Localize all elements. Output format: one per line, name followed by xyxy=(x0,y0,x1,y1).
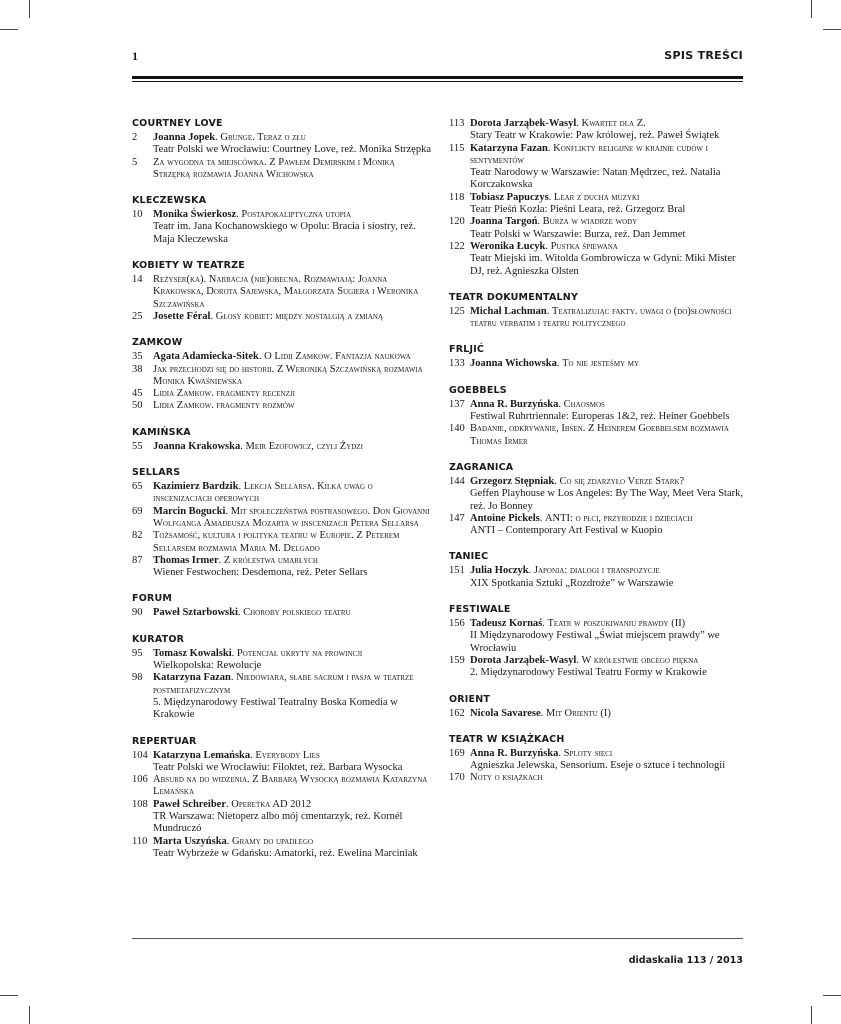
entry-title: Konflikty religijne w krainie cudów i sentymentów xyxy=(470,142,708,166)
entry-heading xyxy=(153,400,432,412)
entry-page-number: 122 xyxy=(449,240,465,252)
entry-page-number: 10 xyxy=(132,209,143,221)
entry-text xyxy=(153,481,432,506)
entry-detail: XIX Spotkania Sztuki „Rozdroże” w Warszawie xyxy=(470,577,674,589)
section-title: ZAMKOW xyxy=(132,337,183,349)
toc-entry xyxy=(132,132,432,157)
entry-author: Dorota Jarząbek-Wasyl xyxy=(470,654,577,666)
entry-author: Grzegorz Stępniak xyxy=(470,475,555,487)
toc-section xyxy=(449,118,745,278)
toc-entry xyxy=(132,157,432,182)
entry-heading: Marcin Bogucki. Mit społeczeństwa postrasowego. Don Giovanni Wolfganga Amadeusza Mozarta w inscenizacji Petera Sellarsa xyxy=(153,505,430,529)
entry-author: Antoine Pickels xyxy=(470,512,540,524)
entry-page-number: 98 xyxy=(132,672,143,684)
entry-title: Tożsamość, kultura i polityka teatru w Europie. Z Peterem Sellarsem rozmawia Maria M. Delgado xyxy=(153,530,400,554)
entry-detail: Teatr im. Jana Kochanowskiego w Opolu: Bracia i siostry, reż. Maja Kleczewska xyxy=(153,221,416,245)
entry-title: Reżyser(ka). Narracja (nie)obecna. Rozmawiają: Joanna Krakowska, Dorota Sajewska, Małgorzata Sugiera i Weronika Szczawińska xyxy=(153,274,419,310)
entry-page-number: 35 xyxy=(132,351,143,363)
entry-heading xyxy=(153,530,432,555)
toc-entry xyxy=(449,241,745,278)
entry-author: Marta Uszyńska xyxy=(153,835,227,847)
entry-heading: Katarzyna Fazan. Niedowiara, słabe sacrum i pasja w teatrze postmetafizycznym xyxy=(153,672,414,696)
toc-entry xyxy=(449,476,745,513)
toc-entry xyxy=(449,399,745,424)
entry-detail: II Międzynarodowy Festiwal „Świat miejscem prawdy” we Wrocławiu xyxy=(470,630,720,654)
toc-left-column xyxy=(132,118,432,874)
entry-text xyxy=(153,351,432,363)
toc-entry xyxy=(449,708,745,720)
entry-text xyxy=(470,143,745,192)
toc-entry xyxy=(132,441,432,453)
section-title: KAMIŃSKA xyxy=(132,426,191,438)
entry-page-number: 38 xyxy=(132,363,143,375)
entry-detail: Teatr Pieśń Kozła: Pieśni Leara, reż. Grzegorz Bral xyxy=(470,204,686,216)
entry-page-number: 25 xyxy=(132,310,143,322)
toc-entry xyxy=(449,216,745,241)
entry-heading xyxy=(153,274,432,311)
toc-entry xyxy=(132,799,432,836)
entry-detail: Teatr Polski w Warszawie: Burza, reż. Dan Jemmet xyxy=(470,228,686,240)
entry-author: Paweł Sztarbowski xyxy=(153,607,238,619)
entry-title: Lekcja Sellarsa. Kilka uwag o inscenizacjach operowych xyxy=(153,481,373,505)
toc-section xyxy=(449,604,745,679)
entry-author: Joanna Wichowska xyxy=(470,358,557,370)
footer-rule xyxy=(132,938,743,939)
toc-entry xyxy=(132,607,432,619)
toc-entry xyxy=(132,364,432,389)
section-title: TANIEC xyxy=(449,551,489,563)
entry-text xyxy=(153,441,432,453)
section-title: FRLJIĆ xyxy=(449,344,485,356)
toc-entry xyxy=(132,750,432,775)
entry-text xyxy=(153,388,432,400)
entry-title: Noty o książkach xyxy=(470,772,543,784)
entry-author: Agata Adamiecka-Sitek xyxy=(153,351,259,363)
entry-author: Tobiasz Papuczys xyxy=(470,191,549,203)
entry-detail: TR Warszawa: Nietoperz albo mój cmentarzyk, reż. Kornél Mundruczó xyxy=(153,810,403,835)
toc-entry xyxy=(449,423,745,448)
toc-section xyxy=(132,467,432,579)
entry-heading: Katarzyna Fazan. Konflikty religijne w krainie cudów i sentymentów xyxy=(470,142,708,166)
toc-entry xyxy=(132,672,432,721)
toc-entry xyxy=(132,311,432,323)
entry-text xyxy=(470,748,745,773)
entry-page-number: 133 xyxy=(449,358,465,370)
entry-page-number: 90 xyxy=(132,607,143,619)
section-title: SELLARS xyxy=(132,467,181,479)
entry-text xyxy=(470,772,745,784)
entry-author: Paweł Schreiber xyxy=(153,798,226,810)
entry-detail: Wielkopolska: Rewolucje xyxy=(153,660,262,672)
entry-page-number: 162 xyxy=(449,707,465,719)
entry-author: Tomasz Kowalski xyxy=(153,647,232,659)
entry-heading: Joanna Targoń. Burza w wiadrze wody xyxy=(470,216,638,228)
entry-heading: Tadeusz Kornaś. Teatr w poszukiwaniu prawdy (II) xyxy=(470,618,686,630)
toc-entry xyxy=(449,513,745,538)
toc-entry xyxy=(449,118,745,143)
entry-text xyxy=(153,648,432,673)
entry-heading: Julia Hoczyk. Japonia: dialogi i transpozycje xyxy=(470,565,660,577)
entry-title: Pustka śpiewana xyxy=(550,240,618,252)
entry-author: Joanna Targoń xyxy=(470,216,538,228)
header-rule-thick xyxy=(132,76,743,79)
toc-section xyxy=(449,292,745,331)
entry-title: Co się zdarzyło Verze Stark? xyxy=(559,475,685,487)
footer-text: didaskalia 113 / 2013 xyxy=(628,955,743,966)
entry-text xyxy=(470,399,745,424)
entry-text xyxy=(470,118,745,143)
entry-heading xyxy=(470,772,745,784)
crop-mark xyxy=(823,29,841,30)
toc-entry xyxy=(449,565,745,590)
entry-heading: Joanna Jopek. Grunge. Teraz o złu xyxy=(153,132,306,143)
entry-title: Kwartet dla Z. xyxy=(581,118,646,129)
entry-text xyxy=(153,157,432,182)
section-title: ORIENT xyxy=(449,693,491,705)
entry-page-number: 120 xyxy=(449,216,465,228)
entry-text xyxy=(153,364,432,389)
entry-page-number: 113 xyxy=(449,118,465,129)
section-title: GOEBBELS xyxy=(449,384,507,396)
entry-detail: Stary Teatr w Krakowie: Paw królowej, reż. Paweł Świątek xyxy=(470,130,720,142)
entry-heading xyxy=(153,157,432,182)
toc-section xyxy=(449,734,745,785)
toc-section xyxy=(132,195,432,246)
entry-title: W królestwie obcego piękna xyxy=(581,654,699,666)
entry-page-number: 65 xyxy=(132,481,143,493)
entry-text xyxy=(153,799,432,836)
entry-text xyxy=(470,618,745,655)
entry-page-number: 50 xyxy=(132,400,143,412)
section-title: ZAGRANICA xyxy=(449,461,514,473)
entry-title: Grunge. Teraz o złu xyxy=(220,132,306,143)
toc-entry xyxy=(449,618,745,655)
entry-text xyxy=(153,836,432,861)
entry-page-number: 95 xyxy=(132,647,143,659)
toc-entry xyxy=(132,555,432,580)
toc-entry xyxy=(132,351,432,363)
entry-author: Thomas Irmer xyxy=(153,554,219,566)
entry-detail: Festiwal Ruhrtriennale: Europeras 1&2, reż. Heiner Goebbels xyxy=(470,411,730,423)
crop-mark xyxy=(811,1006,812,1024)
entry-text xyxy=(470,241,745,278)
entry-text xyxy=(153,530,432,555)
toc-section xyxy=(132,634,432,722)
entry-title: Everybody Lies xyxy=(255,749,320,761)
entry-page-number: 69 xyxy=(132,505,143,517)
entry-text xyxy=(153,555,432,580)
entry-author: Anna R. Burzyńska xyxy=(470,398,559,410)
entry-page-number: 151 xyxy=(449,565,465,577)
entry-page-number: 104 xyxy=(132,749,148,761)
entry-heading: Dorota Jarząbek-Wasyl. Kwartet dla Z. xyxy=(470,118,646,129)
entry-heading: Monika Świerkosz. Postapokaliptyczna utopia xyxy=(153,209,352,221)
toc-section xyxy=(132,260,432,323)
entry-author: Weronika Łucyk xyxy=(470,240,546,252)
entry-page-number: 144 xyxy=(449,475,465,487)
entry-title: Meir Ezofowicz, czyli Żydzi xyxy=(245,440,363,452)
toc-entry xyxy=(132,530,432,555)
entry-heading: Paweł Sztarbowski. Choroby polskiego teatru xyxy=(153,607,351,619)
entry-heading: Marta Uszyńska. Gramy do upadłego xyxy=(153,835,314,847)
entry-heading: Agata Adamiecka-Sitek. O Lidii Zamkow. Fantazja naukowa xyxy=(153,351,411,363)
toc-entry xyxy=(449,655,745,680)
section-title: FORUM xyxy=(132,593,173,605)
entry-author: Katarzyna Fazan xyxy=(153,672,231,684)
page-title: SPIS TREŚCI xyxy=(664,49,743,62)
entry-title: Niedowiara, słabe sacrum i pasja w teatrze postmetafizycznym xyxy=(153,672,414,696)
entry-page-number: 115 xyxy=(449,142,465,154)
entry-detail: Wiener Festwochen: Desdemona, reż. Peter Sellars xyxy=(153,567,368,579)
entry-title: Burza w wiadrze wody xyxy=(542,216,638,228)
entry-detail: Geffen Playhouse w Los Angeles: By The Way, Meet Vera Stark, reż. Jo Bonney xyxy=(470,488,743,512)
entry-author: Joanna Jopek xyxy=(153,132,216,143)
toc-section xyxy=(132,427,432,453)
crop-mark xyxy=(29,1006,30,1024)
entry-title: Operetka AD 2012 xyxy=(231,798,312,810)
entry-text xyxy=(153,607,432,619)
entry-page-number: 110 xyxy=(132,835,148,847)
entry-title: Chaosmos xyxy=(563,398,605,410)
toc-entry xyxy=(449,358,745,370)
entry-title: Gramy do upadłego xyxy=(232,835,314,847)
entry-title: Potencjał ukryty na prowincji xyxy=(236,647,363,659)
page-number: 1 xyxy=(132,49,138,63)
entry-author: Tadeusz Kornaś xyxy=(470,618,543,630)
entry-detail: 2. Międzynarodowy Festiwal Teatru Formy w Krakowie xyxy=(470,667,707,679)
entry-detail: Teatr Narodowy w Warszawie: Natan Mędrzec, reż. Natalia Korczakowska xyxy=(470,167,721,191)
toc-entry xyxy=(132,274,432,311)
entry-title: Absurd na do widzenia. Z Barbarą Wysocką rozmawia Katarzyna Lemańska xyxy=(153,774,428,798)
crop-mark xyxy=(823,995,841,996)
entry-title: To nie jesteśmy my xyxy=(562,358,640,370)
entry-text xyxy=(153,400,432,412)
header-rule-thin xyxy=(132,81,743,82)
entry-heading: Josette Féral. Głosy kobiet: między nostalgią a zmianą xyxy=(153,310,384,322)
toc-section xyxy=(132,337,432,412)
toc-section xyxy=(449,551,745,590)
entry-text xyxy=(470,513,745,538)
entry-heading xyxy=(153,388,432,400)
entry-title: Mit Orientu (I) xyxy=(545,707,611,719)
entry-heading xyxy=(153,364,432,389)
entry-title: Lidia Zamkow. fragmenty recenzji xyxy=(153,388,295,400)
toc-entry xyxy=(132,836,432,861)
crop-mark xyxy=(811,0,812,18)
entry-title: O Lidii Zamkow. Fantazja naukowa xyxy=(264,351,411,363)
entry-title: Lear z ducha muzyki xyxy=(553,191,640,203)
entry-heading: Thomas Irmer. Z królestwa umarłych xyxy=(153,554,318,566)
entry-text xyxy=(153,774,432,799)
entry-title: Japonia: dialogi i transpozycje xyxy=(533,565,660,577)
toc-right-column xyxy=(449,118,745,799)
entry-author: Katarzyna Lemańska xyxy=(153,749,251,761)
entry-title: Choroby polskiego teatru xyxy=(243,607,351,619)
toc-entry xyxy=(132,209,432,246)
entry-page-number: 159 xyxy=(449,654,465,666)
toc-entry xyxy=(449,772,745,784)
toc-entry xyxy=(449,143,745,192)
section-title: KURATOR xyxy=(132,633,185,645)
section-title: COURTNEY LOVE xyxy=(132,118,223,129)
entry-text xyxy=(153,274,432,311)
entry-page-number: 156 xyxy=(449,618,465,630)
entry-title: Mit społeczeństwa postrasowego. Don Giovanni Wolfganga Amadeusza Mozarta w inscenizacji Petera Sellarsa xyxy=(153,505,430,529)
entry-heading xyxy=(470,423,745,448)
toc-section xyxy=(449,462,745,537)
entry-text xyxy=(470,423,745,448)
toc-entry xyxy=(449,306,745,331)
entry-text xyxy=(470,216,745,241)
entry-detail: 5. Międzynarodowy Festiwal Teatralny Boska Komedia w Krakowie xyxy=(153,696,398,721)
entry-heading: Paweł Schreiber. Operetka AD 2012 xyxy=(153,798,312,810)
entry-text xyxy=(470,192,745,217)
toc-entry xyxy=(449,748,745,773)
entry-author: Josette Féral xyxy=(153,310,211,322)
section-title: TEATR DOKUMENTALNY xyxy=(449,291,579,303)
entry-heading: Katarzyna Lemańska. Everybody Lies xyxy=(153,749,320,761)
entry-author: Joanna Krakowska xyxy=(153,440,241,452)
entry-page-number: 2 xyxy=(132,132,138,143)
entry-heading: Michał Lachman. Teatralizując fakty. uwagi o (do)słowności teatru verbatim i teatru politycznego xyxy=(470,305,732,330)
entry-author: Michał Lachman xyxy=(470,305,547,317)
entry-heading: Tomasz Kowalski. Potencjał ukryty na prowincji xyxy=(153,647,363,659)
entry-heading: Kazimierz Bardzik. Lekcja Sellarsa. Kilka uwag o inscenizacjach operowych xyxy=(153,481,373,505)
entry-text xyxy=(470,476,745,513)
entry-text xyxy=(470,358,745,370)
crop-mark xyxy=(0,29,18,30)
toc-section xyxy=(132,118,432,181)
entry-heading: Anna R. Burzyńska. Chaosmos xyxy=(470,398,605,410)
crop-mark xyxy=(29,0,30,18)
toc-section xyxy=(132,736,432,861)
entry-heading: Dorota Jarząbek-Wasyl. W królestwie obcego piękna xyxy=(470,654,699,666)
entry-text xyxy=(470,565,745,590)
entry-title: Postapokaliptyczna utopia xyxy=(241,209,352,221)
entry-author: Monika Świerkosz xyxy=(153,209,237,221)
entry-author: Katarzyna Fazan xyxy=(470,142,548,154)
toc-section xyxy=(132,593,432,619)
toc-entry xyxy=(132,774,432,799)
entry-page-number: 140 xyxy=(449,423,465,435)
entry-author: Marcin Bogucki xyxy=(153,505,226,517)
entry-author: Dorota Jarząbek-Wasyl xyxy=(470,118,577,129)
toc-entry xyxy=(449,192,745,217)
entry-detail: Teatr Polski we Wrocławiu: Filoktet, reż. Barbara Wysocka xyxy=(153,761,403,773)
entry-title: Badanie, odkrywanie, Ibsen. Z Heinerem Goebbelsem rozmawia Thomas Irmer xyxy=(470,423,729,447)
entry-page-number: 125 xyxy=(449,305,465,317)
entry-text xyxy=(153,311,432,323)
entry-page-number: 118 xyxy=(449,191,465,203)
entry-page-number: 108 xyxy=(132,798,148,810)
entry-title: Jak przechodzi się do historii. Z Weroniką Szczawińską rozmawia Monika Kwaśniewska xyxy=(153,363,423,387)
entry-title: Za wygodna ta miejscówka. Z Pawłem Demirskim i Moniką Strzępką rozmawia Joanna Wichowska xyxy=(153,156,395,180)
entry-page-number: 147 xyxy=(449,512,465,524)
entry-detail: Teatr Wybrzeże w Gdańsku: Amatorki, reż. Ewelina Marciniak xyxy=(153,847,418,859)
entry-heading: Anna R. Burzyńska. Sploty sieci xyxy=(470,747,613,759)
entry-text xyxy=(153,506,432,531)
entry-page-number: 137 xyxy=(449,398,465,410)
toc-entry xyxy=(132,506,432,531)
entry-page-number: 170 xyxy=(449,772,465,784)
toc-entry xyxy=(132,481,432,506)
entry-page-number: 55 xyxy=(132,440,143,452)
entry-heading: Joanna Wichowska. To nie jesteśmy my xyxy=(470,358,640,370)
entry-title: Głosy kobiet: między nostalgią a zmianą xyxy=(215,310,384,322)
entry-heading: Tobiasz Papuczys. Lear z ducha muzyki xyxy=(470,191,640,203)
entry-heading: Nicola Savarese. Mit Orientu (I) xyxy=(470,707,611,719)
entry-title: Sploty sieci xyxy=(563,747,613,759)
entry-author: Kazimierz Bardzik xyxy=(153,481,239,493)
toc-entry xyxy=(132,400,432,412)
entry-page-number: 87 xyxy=(132,554,143,566)
entry-text xyxy=(470,708,745,720)
entry-heading: Grzegorz Stępniak. Co się zdarzyło Verze Stark? xyxy=(470,475,685,487)
entry-title: Z królestwa umarłych xyxy=(223,554,318,566)
entry-text xyxy=(153,750,432,775)
entry-title: Lidia Zamkow. fragmenty rozmów xyxy=(153,400,295,412)
entry-title: Teatr w poszukiwaniu prawdy (II) xyxy=(547,618,686,630)
toc-section xyxy=(449,385,745,448)
entry-title: ANTI: o płci, przyrodzie i dzieciach xyxy=(544,512,693,524)
entry-heading: Antoine Pickels. ANTI: o płci, przyrodzie i dzieciach xyxy=(470,512,693,524)
entry-text xyxy=(153,209,432,246)
entry-author: Nicola Savarese xyxy=(470,707,541,719)
entry-detail: Teatr Polski we Wrocławiu: Courtney Love, reż. Monika Strzępka xyxy=(153,144,431,156)
entry-heading: Joanna Krakowska. Meir Ezofowicz, czyli Żydzi xyxy=(153,440,363,452)
entry-detail: Teatr Miejski im. Witolda Gombrowicza w Gdyni: Miki Mister DJ, reż. Agnieszka Olsten xyxy=(470,253,736,277)
section-title: KOBIETY W TEATRZE xyxy=(132,260,245,272)
entry-page-number: 45 xyxy=(132,388,143,400)
entry-page-number: 106 xyxy=(132,774,148,786)
entry-page-number: 5 xyxy=(132,156,138,168)
entry-page-number: 169 xyxy=(449,747,465,759)
crop-mark xyxy=(0,995,18,996)
section-title: TEATR W KSIĄŻKACH xyxy=(449,733,565,745)
entry-text xyxy=(470,655,745,680)
section-title: REPERTUAR xyxy=(132,735,197,747)
entry-text xyxy=(153,672,432,721)
entry-heading xyxy=(153,774,432,799)
entry-heading: Weronika Łucyk. Pustka śpiewana xyxy=(470,240,618,252)
entry-page-number: 82 xyxy=(132,530,143,542)
entry-text xyxy=(470,306,745,331)
toc-section xyxy=(449,694,745,720)
entry-author: Anna R. Burzyńska xyxy=(470,747,559,759)
toc-entry xyxy=(132,388,432,400)
entry-title: Teatralizując fakty. uwagi o (do)słowności teatru verbatim i teatru politycznego xyxy=(470,305,732,330)
entry-text xyxy=(153,132,432,157)
toc-section xyxy=(449,344,745,370)
entry-detail: ANTI – Contemporary Art Festival w Kuopio xyxy=(470,525,663,537)
entry-page-number: 14 xyxy=(132,274,143,286)
section-title: FESTIWALE xyxy=(449,604,511,616)
toc-entry xyxy=(132,648,432,673)
entry-detail: Agnieszka Jelewska, Sensorium. Eseje o sztuce i technologii xyxy=(470,760,726,772)
section-title: KLECZEWSKA xyxy=(132,195,207,207)
entry-author: Julia Hoczyk xyxy=(470,565,529,577)
